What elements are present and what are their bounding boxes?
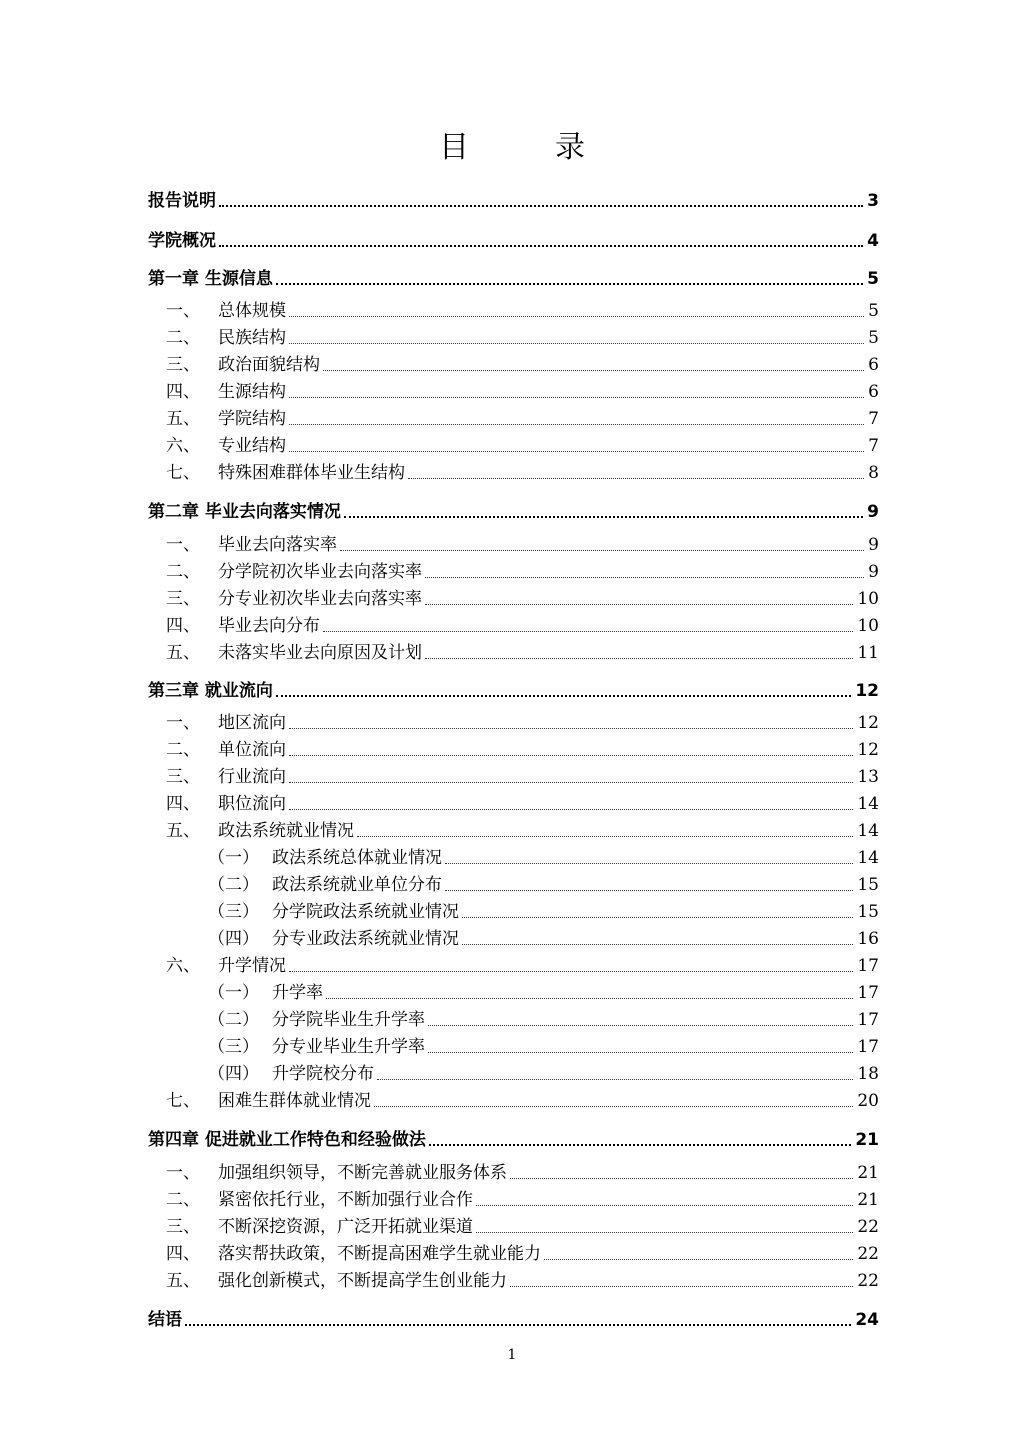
dot-leader [408, 477, 864, 479]
dot-leader [428, 1024, 853, 1026]
toc-entry-text: 升学院校分布 [272, 1064, 374, 1084]
toc-entry-title [148, 1307, 182, 1333]
toc-entry-page: 14 [857, 848, 879, 868]
toc-entry[interactable] [148, 186, 879, 214]
toc-entry-page: 18 [857, 1064, 879, 1084]
toc-entry-text: 生源结构 [218, 382, 286, 402]
toc-entry-text: 职位流向 [218, 794, 286, 814]
toc-entry-page: 9 [868, 535, 879, 555]
toc-entry-text: 结语 [148, 1310, 182, 1330]
toc-entry[interactable] [148, 226, 879, 254]
toc-entry-title [148, 499, 341, 525]
toc-entry[interactable] [208, 1061, 879, 1087]
toc-entry[interactable] [166, 298, 879, 324]
toc-entry-index: （一） [208, 848, 259, 868]
toc-entry[interactable] [208, 980, 879, 1006]
toc-entry-text: 政法系统就业单位分布 [272, 875, 442, 895]
toc-entry-text: 不断深挖资源，广泛开拓就业渠道 [218, 1217, 473, 1237]
toc-entry-title [208, 1061, 374, 1087]
toc-entry-text: 紧密依托行业，不断加强行业合作 [218, 1190, 473, 1210]
toc-entry[interactable] [166, 1088, 879, 1114]
toc-entry-index: 一、 [166, 1163, 200, 1183]
toc-entry-page: 3 [867, 191, 879, 211]
toc-entry-text: 毕业去向分布 [218, 616, 320, 636]
page-title: 目 录 [439, 130, 613, 165]
toc-entry-text: 第一章 生源信息 [148, 269, 273, 289]
dot-leader [289, 970, 853, 972]
toc-entry-title [166, 818, 354, 844]
toc-entry-page: 7 [868, 409, 879, 429]
toc-entry-index: 一、 [166, 713, 200, 733]
toc-entry-text: 报告说明 [148, 191, 216, 211]
dot-leader [276, 282, 863, 285]
toc-entry-page: 17 [857, 1010, 879, 1030]
toc-entry-title [166, 1088, 371, 1114]
toc-entry[interactable] [208, 872, 879, 898]
toc-entry-title [208, 980, 323, 1006]
toc-entry[interactable] [166, 586, 879, 612]
toc-entry[interactable] [166, 640, 879, 666]
toc-entry-text: 学院概况 [148, 231, 216, 251]
toc-entry-page: 4 [867, 231, 879, 251]
dot-leader [510, 1285, 853, 1287]
toc-entry-index: 四、 [166, 616, 200, 636]
toc-entry-page: 21 [857, 1190, 879, 1210]
toc-entry-index: （二） [208, 1010, 259, 1030]
toc-entry-text: 分专业初次毕业去向落实率 [218, 589, 422, 609]
dot-leader [289, 727, 853, 729]
toc-entry-title [166, 532, 337, 558]
toc-entry-text: 加强组织领导，不断完善就业服务体系 [218, 1163, 507, 1183]
toc-entry-title [166, 613, 320, 639]
toc-entry-text: 专业结构 [218, 436, 286, 456]
toc-entry-index: 四、 [166, 1244, 200, 1264]
toc-entry-text: 毕业去向落实率 [218, 535, 337, 555]
toc-entry[interactable] [166, 710, 879, 736]
toc-entry-text: 政法系统总体就业情况 [272, 848, 442, 868]
toc-entry-title [166, 710, 286, 736]
toc-entry-title [166, 1160, 507, 1186]
dot-leader [544, 1258, 853, 1260]
toc-entry-index: 六、 [166, 956, 200, 976]
toc-entry[interactable] [166, 953, 879, 979]
toc-entry-title [208, 899, 459, 925]
toc-entry-title [166, 586, 422, 612]
toc-entry-index: （二） [208, 875, 259, 895]
toc-entry-page: 7 [868, 436, 879, 456]
toc-entry-page: 11 [857, 643, 879, 663]
dot-leader [428, 1051, 853, 1053]
toc-entry-page: 15 [857, 875, 879, 895]
toc-entry-title [148, 1127, 426, 1153]
toc-entry-index: 四、 [166, 382, 200, 402]
toc-entry[interactable] [148, 1125, 879, 1153]
toc-entry-title [148, 228, 216, 254]
dot-leader [276, 694, 851, 697]
dot-leader [326, 997, 853, 999]
toc-entry[interactable] [166, 532, 879, 558]
toc-entry-page: 16 [857, 929, 879, 949]
dot-leader [425, 603, 853, 605]
toc-entry-title [208, 926, 459, 952]
toc-entry[interactable] [166, 379, 879, 405]
toc-entry-page: 14 [857, 821, 879, 841]
toc-entry-index: （三） [208, 902, 259, 922]
toc-entry-title [148, 678, 273, 704]
toc-entry-text: 分学院初次毕业去向落实率 [218, 562, 422, 582]
toc-entry-index: 一、 [166, 301, 200, 321]
toc-entry-page: 12 [857, 740, 879, 760]
toc-entry[interactable] [166, 1268, 879, 1294]
toc-entry-page: 17 [857, 956, 879, 976]
toc-entry-index: （三） [208, 1037, 259, 1057]
toc-entry-page: 21 [855, 1130, 879, 1150]
toc-entry-index: 六、 [166, 436, 200, 456]
toc-entry-index: 二、 [166, 1190, 200, 1210]
toc-entry[interactable] [166, 433, 879, 459]
toc-entry-index: （四） [208, 1064, 259, 1084]
dot-leader [445, 862, 853, 864]
dot-leader [289, 808, 853, 810]
toc-entry-page: 17 [857, 983, 879, 1003]
toc-entry-title [208, 872, 442, 898]
toc-entry[interactable] [166, 1187, 879, 1213]
toc-entry-page: 5 [867, 269, 879, 289]
toc-entry-page: 20 [857, 1091, 879, 1111]
toc-entry-text: 地区流向 [218, 713, 286, 733]
toc-entry[interactable] [166, 559, 879, 585]
toc-entry-index: （四） [208, 929, 259, 949]
toc-entry-text: 第二章 毕业去向落实情况 [148, 502, 341, 522]
toc-entry-title [166, 1187, 473, 1213]
toc-entry[interactable] [166, 764, 879, 790]
toc-entry-text: 民族结构 [218, 328, 286, 348]
toc-entry-title [166, 559, 422, 585]
toc-entry-page: 21 [857, 1163, 879, 1183]
toc-entry-page: 5 [868, 328, 879, 348]
dot-leader [476, 1204, 853, 1206]
toc-entry-index: 二、 [166, 740, 200, 760]
toc-entry-text: 升学情况 [218, 956, 286, 976]
toc-entry[interactable] [166, 406, 879, 432]
toc-entry-title [166, 1268, 507, 1294]
toc-entry-title [166, 433, 286, 459]
toc-entry-title [166, 640, 422, 666]
toc-entry[interactable] [208, 1034, 879, 1060]
toc-entry[interactable] [166, 791, 879, 817]
toc-entry-title [166, 1241, 541, 1267]
toc-entry-title [166, 953, 286, 979]
toc-entry-page: 15 [857, 902, 879, 922]
dot-leader [185, 1323, 851, 1326]
toc-entry[interactable] [208, 1007, 879, 1033]
dot-leader [344, 515, 863, 518]
toc-entry-text: 升学率 [272, 983, 323, 1003]
toc-entry-index: 五、 [166, 821, 200, 841]
toc-entry-index: 三、 [166, 589, 200, 609]
toc-entry-page: 6 [868, 355, 879, 375]
toc-entry-index: 七、 [166, 463, 200, 483]
toc-entry-text: 总体规模 [218, 301, 286, 321]
toc-entry-text: 强化创新模式，不断提高学生创业能力 [218, 1271, 507, 1291]
dot-leader [289, 315, 864, 317]
toc-entry[interactable] [208, 899, 879, 925]
toc-entry-text: 第四章 促进就业工作特色和经验做法 [148, 1130, 426, 1150]
toc-entry-index: 三、 [166, 767, 200, 787]
toc-entry-title [166, 764, 286, 790]
dot-leader [289, 423, 864, 425]
toc-entry[interactable] [148, 497, 879, 525]
toc-entry-page: 24 [855, 1310, 879, 1330]
toc-entry-text: 落实帮扶政策，不断提高困难学生就业能力 [218, 1244, 541, 1264]
toc-entry-text: 政法系统就业情况 [218, 821, 354, 841]
toc-entry[interactable] [166, 325, 879, 351]
dot-leader [374, 1105, 853, 1107]
toc-entry-index: 二、 [166, 328, 200, 348]
toc-entry-title [208, 845, 442, 871]
toc-entry-index: 五、 [166, 1271, 200, 1291]
dot-leader [340, 549, 864, 551]
toc-entry-page: 17 [857, 1037, 879, 1057]
toc-entry-text: 第三章 就业流向 [148, 681, 273, 701]
toc-entry-title [148, 266, 273, 292]
toc-entry-title [166, 352, 320, 378]
dot-leader [425, 576, 864, 578]
toc-entry-title [208, 1034, 425, 1060]
toc-entry-title [166, 460, 405, 486]
page-number: 1 [507, 1347, 517, 1363]
dot-leader [219, 204, 863, 207]
dot-leader [289, 450, 864, 452]
dot-leader [462, 916, 853, 918]
toc-entry-text: 特殊困难群体毕业生结构 [218, 463, 405, 483]
toc-entry-title [166, 406, 286, 432]
dot-leader [323, 369, 864, 371]
toc-entry-index: 五、 [166, 643, 200, 663]
dot-leader [289, 396, 864, 398]
toc-entry-text: 分专业政法系统就业情况 [272, 929, 459, 949]
toc-entry-index: 五、 [166, 409, 200, 429]
dot-leader [377, 1078, 853, 1080]
dot-leader [289, 754, 853, 756]
dot-leader [289, 781, 853, 783]
toc-entry-page: 22 [857, 1271, 879, 1291]
toc-entry-index: 三、 [166, 355, 200, 375]
toc-entry-page: 9 [867, 502, 879, 522]
dot-leader [289, 342, 864, 344]
toc-entry-index: （一） [208, 983, 259, 1003]
toc-entry-index: 四、 [166, 794, 200, 814]
toc-entry[interactable] [166, 737, 879, 763]
toc-entry-page: 12 [857, 713, 879, 733]
toc-entry-page: 6 [868, 382, 879, 402]
toc-entry-page: 10 [857, 616, 879, 636]
toc-entry[interactable] [148, 1305, 879, 1333]
toc-entry-title [166, 737, 286, 763]
dot-leader [462, 943, 853, 945]
toc-entry-page: 22 [857, 1244, 879, 1264]
toc-entry-text: 单位流向 [218, 740, 286, 760]
toc-entry-page: 13 [857, 767, 879, 787]
toc-entry-title [166, 298, 286, 324]
toc-entry-index: 一、 [166, 535, 200, 555]
dot-leader [429, 1143, 851, 1146]
toc-entry-title [148, 188, 216, 214]
toc-entry-text: 行业流向 [218, 767, 286, 787]
toc-entry[interactable] [166, 1160, 879, 1186]
toc-entry-text: 分专业毕业生升学率 [272, 1037, 425, 1057]
toc-entry-page: 10 [857, 589, 879, 609]
toc-entry-index: 七、 [166, 1091, 200, 1111]
toc-entry-text: 困难生群体就业情况 [218, 1091, 371, 1111]
toc-entry[interactable] [208, 845, 879, 871]
toc-entry-title [166, 325, 286, 351]
dot-leader [476, 1231, 853, 1233]
toc-entry-page: 12 [855, 681, 879, 701]
dot-leader [323, 630, 853, 632]
toc-entry[interactable] [166, 818, 879, 844]
toc-entry-page: 22 [857, 1217, 879, 1237]
toc-entry-page: 8 [868, 463, 879, 483]
toc-entry-text: 分学院政法系统就业情况 [272, 902, 459, 922]
dot-leader [445, 889, 853, 891]
toc-entry-index: 二、 [166, 562, 200, 582]
toc-entry-title [166, 791, 286, 817]
dot-leader [510, 1177, 853, 1179]
toc-entry-title [166, 379, 286, 405]
toc-entry[interactable] [208, 926, 879, 952]
dot-leader [357, 835, 853, 837]
toc-entry-text: 学院结构 [218, 409, 286, 429]
dot-leader [425, 657, 853, 659]
toc-entry-text: 政治面貌结构 [218, 355, 320, 375]
toc-entry-title [166, 1214, 473, 1240]
toc-entry[interactable] [166, 460, 879, 486]
toc-entry-title [208, 1007, 425, 1033]
dot-leader [219, 244, 863, 247]
toc-entry-page: 14 [857, 794, 879, 814]
toc-entry[interactable] [166, 1241, 879, 1267]
toc-entry-page: 5 [868, 301, 879, 321]
toc-entry-text: 未落实毕业去向原因及计划 [218, 643, 422, 663]
toc-entry-page: 9 [868, 562, 879, 582]
toc-entry[interactable] [166, 613, 879, 639]
toc-entry[interactable] [148, 676, 879, 704]
toc-entry-text: 分学院毕业生升学率 [272, 1010, 425, 1030]
toc-entry-index: 三、 [166, 1217, 200, 1237]
toc-entry[interactable] [166, 1214, 879, 1240]
toc-entry[interactable] [166, 352, 879, 378]
toc-entry[interactable] [148, 264, 879, 292]
